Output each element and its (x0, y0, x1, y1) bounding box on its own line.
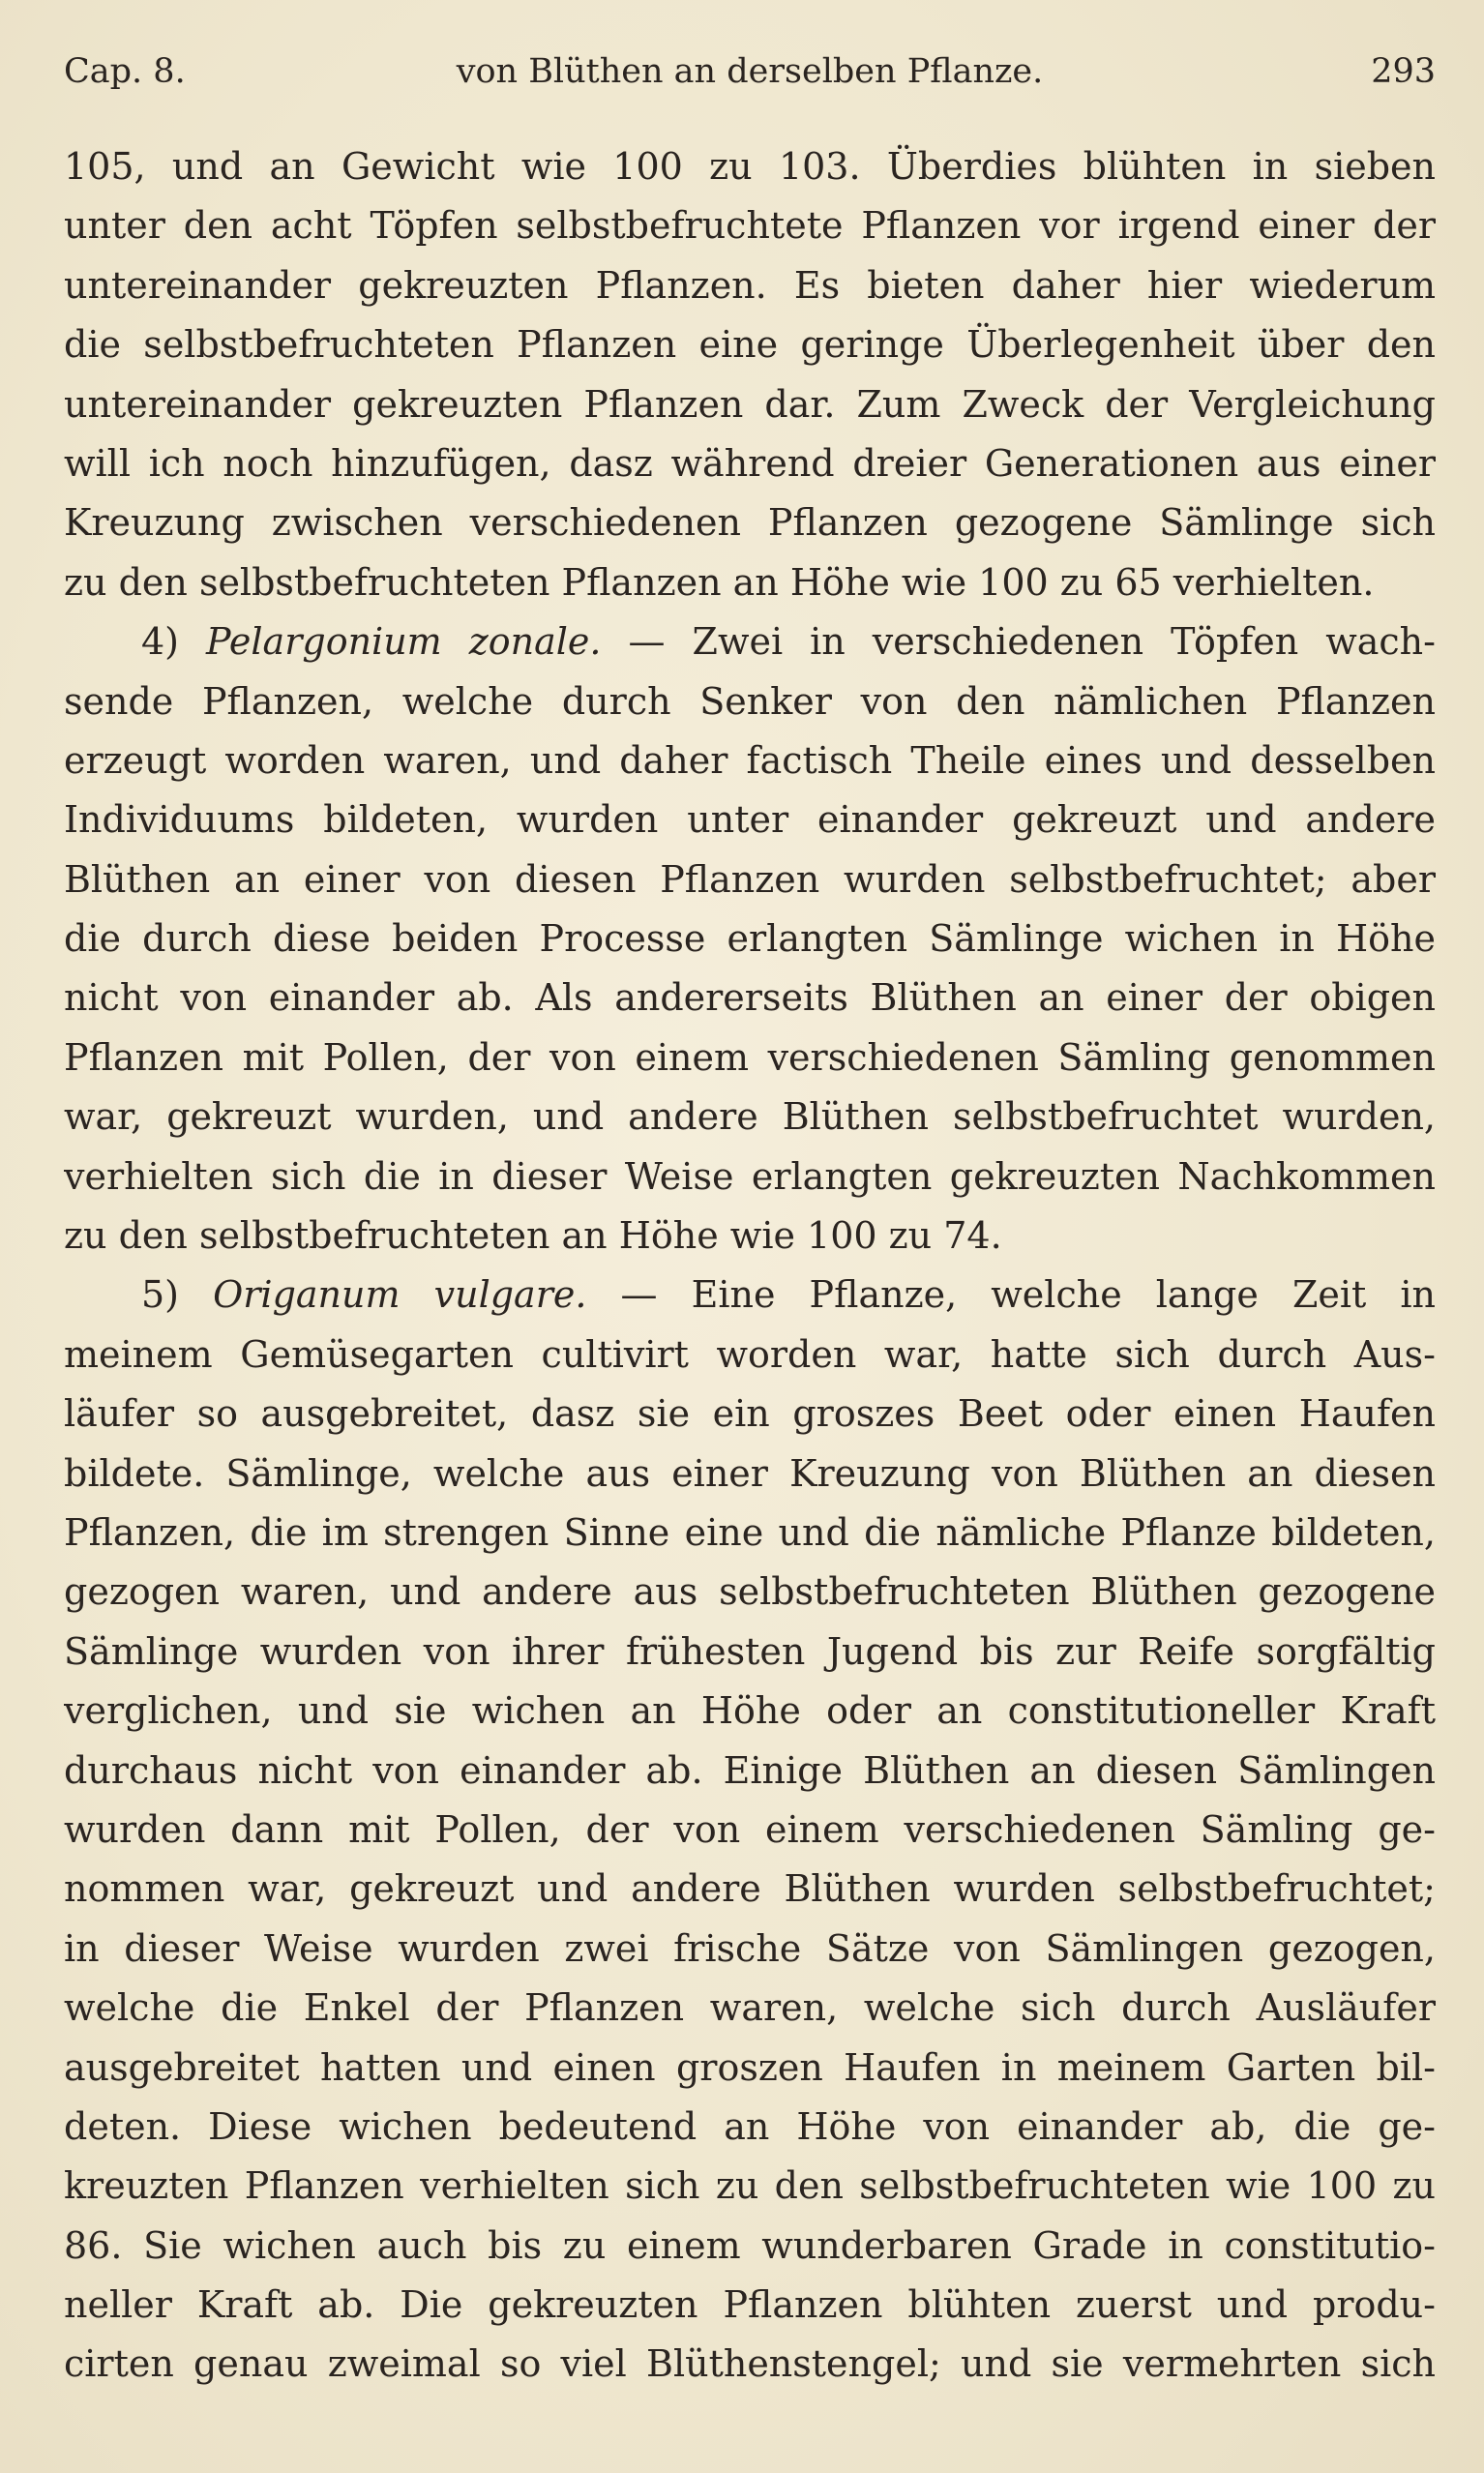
text-line: in dieser Weise wurden zwei frische Sätze von Sämlingen gezogen, (64, 1926, 1436, 1970)
text-fragment: — Eine Pflanze, welche lange Zeit in (620, 1273, 1436, 1317)
text-line: Pflanzen mit Pollen, der von einem verschiedenen Sämling genommen (64, 1035, 1436, 1079)
text-line: durchaus nicht von einander ab. Einige Blüthen an diesen Sämlingen (64, 1748, 1436, 1792)
text-line: Pflanzen, die im strengen Sinne eine und die nämliche Pflanze bildeten, (64, 1510, 1436, 1554)
text-line: zu den selbstbefruchteten Pflanzen an Höhe wie 100 zu 65 verhielten. (64, 560, 1375, 604)
text-line: untereinander gekreuzten Pflanzen. Es bieten daher hier wiederum (64, 263, 1436, 307)
species-name: Origanum vulgare. (213, 1273, 587, 1317)
text-line: bildete. Sämlinge, welche aus einer Kreuzung von Blüthen an diesen (64, 1451, 1436, 1495)
text-line: zu den selbstbefruchteten an Höhe wie 100 zu 74. (64, 1214, 1002, 1258)
paragraph-first-line (64, 612, 1436, 671)
text-fragment: — Zwei in verschiedenen Töpfen wach- (628, 620, 1436, 664)
text-line: will ich noch hinzufügen, dasz während dreier Generationen aus einer (64, 441, 1436, 485)
text-line: cirten genau zweimal so viel Blüthenstengel; und sie vermehrten sich (64, 2342, 1436, 2386)
text-line: Sämlinge wurden von ihrer frühesten Jugend bis zur Reife sorgfältig (64, 1629, 1436, 1673)
text-line: nommen war, gekreuzt und andere Blüthen wurden selbstbefruchtet; (64, 1867, 1436, 1911)
text-line: neller Kraft ab. Die gekreuzten Pflanzen blühten zuerst und produ- (64, 2283, 1436, 2327)
text-line: läufer so ausgebreitet, dasz sie ein groszes Beet oder einen Haufen (64, 1392, 1436, 1436)
text-line: die selbstbefruchteten Pflanzen eine geringe Überlegenheit über den (64, 323, 1436, 367)
item-number: 4) (141, 620, 180, 664)
text-line: erzeugt worden waren, und daher factisch Theile eines und desselben (64, 738, 1436, 782)
text-line: die durch diese beiden Processe erlangten Sämlinge wichen in Höhe (64, 917, 1436, 961)
text-line: gezogen waren, und andere aus selbstbefruchteten Blüthen gezogene (64, 1570, 1436, 1614)
text-line: 86. Sie wichen auch bis zu einem wunderbaren Grade in constitutio- (64, 2223, 1436, 2267)
text-line: sende Pflanzen, welche durch Senker von den nämlichen Pflanzen (64, 679, 1436, 723)
page-number: 293 (1371, 52, 1436, 91)
species-name: Pelargonium zonale. (206, 620, 602, 664)
text-line: 105, und an Gewicht wie 100 zu 103. Überdies blühten in sieben (64, 145, 1436, 188)
text-line: wurden dann mit Pollen, der von einem verschiedenen Sämling ge- (64, 1807, 1436, 1851)
paragraph-first-line (64, 1266, 1436, 1325)
text-line: untereinander gekreuzten Pflanzen dar. Zum Zweck der Vergleichung (64, 382, 1436, 426)
chapter-label: Cap. 8. (64, 52, 186, 91)
text-line: Kreuzung zwischen verschiedenen Pflanzen gezogene Sämlinge sich (64, 501, 1436, 545)
text-line: deten. Diese wichen bedeutend an Höhe von einander ab, die ge- (64, 2104, 1436, 2148)
text-line: war, gekreuzt wurden, und andere Blüthen selbstbefruchtet wurden, (64, 1095, 1436, 1139)
running-header (64, 43, 1436, 101)
text-line: nicht von einander ab. Als andererseits Blüthen an einer der obigen (64, 976, 1436, 1020)
text-line: kreuzten Pflanzen verhielten sich zu den selbstbefruchteten wie 100 zu (64, 2164, 1436, 2208)
text-line: Individuums bildeten, wurden unter einander gekreuzt und andere (64, 798, 1436, 842)
text-line: ausgebreitet hatten und einen groszen Haufen in meinem Garten bil- (64, 2045, 1436, 2089)
text-line: verglichen, und sie wichen an Höhe oder an constitutioneller Kraft (64, 1689, 1436, 1733)
text-line: unter den acht Töpfen selbstbefruchtete Pflanzen vor irgend einer der (64, 204, 1436, 248)
text-line: welche die Enkel der Pflanzen waren, welche sich durch Ausläufer (64, 1986, 1436, 2030)
text-line: verhielten sich die in dieser Weise erlangten gekreuzten Nachkommen (64, 1154, 1436, 1198)
item-number: 5) (141, 1273, 180, 1317)
text-line: Blüthen an einer von diesen Pflanzen wurden selbstbefruchtet; aber (64, 857, 1436, 901)
running-title: von Blüthen an derselben Pflanze. (456, 52, 1044, 91)
body-text (64, 137, 1436, 2395)
text-line: meinem Gemüsegarten cultivirt worden war, hatte sich durch Aus- (64, 1332, 1436, 1376)
